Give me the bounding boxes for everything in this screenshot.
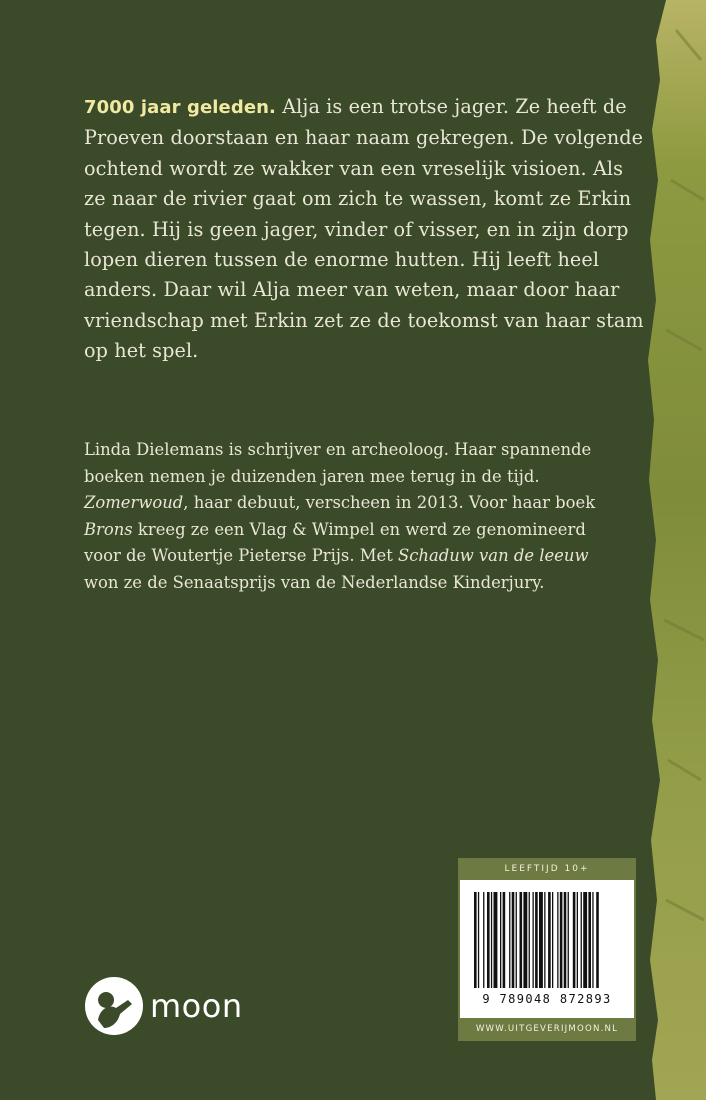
bio-text-3: kreeg ze een Vlag & Wimpel en werd ze genomineerd voor de Woutertje Pieterse Prijs. Met — [84, 519, 586, 566]
publisher-logo — [84, 976, 243, 1036]
author-bio — [84, 437, 624, 597]
blurb — [84, 92, 644, 367]
torn-page-edge — [646, 0, 706, 1100]
isbn-number: 9 789048 872893 — [482, 992, 612, 1006]
barcode-bars — [460, 880, 634, 990]
reading-child-icon — [84, 976, 144, 1036]
publisher-website: WWW.UITGEVERIJMOON.NL — [475, 1024, 619, 1034]
bio-text-2: , haar debuut, verscheen in 2013. Voor haar boek — [183, 493, 596, 513]
book-title-zomerwoud: Zomerwoud — [84, 493, 184, 513]
bio-text-1: Linda Dielemans is schrijver en archeoloog. Haar spannende boeken nemen je duizenden jaren mee terug in de tijd. — [84, 440, 592, 486]
book-title-schaduw: Schaduw van de leeuw — [398, 546, 589, 566]
barcode-panel — [458, 858, 636, 1041]
bio-text-4: won ze de Senaatsprijs van de Nederlandse Kinderjury. — [84, 572, 545, 592]
age-label: LEEFTIJD 10+ — [504, 864, 590, 874]
book-title-brons: Brons — [84, 519, 133, 539]
barcode — [460, 880, 634, 1018]
publisher-name: moon — [150, 987, 243, 1025]
blurb-lead: 7000 jaar geleden. — [84, 97, 276, 118]
blurb-text: Alja is een trotse jager. Ze heeft de Proeven doorstaan en haar naam gekregen. De volgende ochtend wordt ze wakker van een vreselijk visioen. Als ze naar de rivier gaat om zich te wassen, komt ze Erkin tegen. Hij is geen jager, vinder of visser, en in zijn dorp lopen dieren tussen de enorme hutten. Hij leeft heel anders. Daar wil Alja meer van weten, maar door haar vriendschap met Erkin zet ze de toekomst van haar stam op het spel. — [84, 95, 644, 363]
